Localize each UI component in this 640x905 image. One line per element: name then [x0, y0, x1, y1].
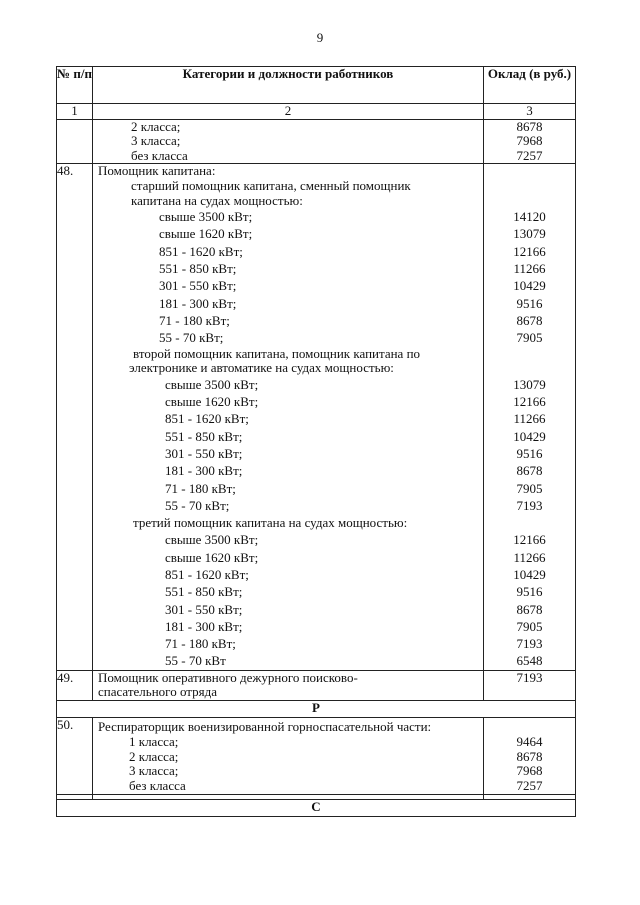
position-subtitle: электронике и автоматике на судах мощностью: — [129, 360, 394, 376]
salary-spacer — [484, 361, 575, 376]
power-line: 55 - 70 кВт; — [165, 497, 230, 513]
salary-table — [56, 66, 576, 817]
power-line: свыше 1620 кВт; — [159, 226, 253, 242]
salary-value: 7257 — [516, 147, 543, 163]
salary-value: 11266 — [513, 261, 546, 277]
section-letter: Р — [57, 700, 576, 717]
class-line: 2 класса; — [129, 748, 179, 764]
salary-value: 13079 — [513, 226, 546, 242]
salary-value: 10429 — [513, 278, 546, 294]
header-position: Категории и должности работников — [93, 67, 484, 104]
salary-value: 7905 — [516, 330, 543, 346]
salary-value: 9464 — [516, 734, 543, 750]
salary-value: 11266 — [513, 411, 546, 427]
power-line: 181 - 300 кВт; — [165, 463, 243, 479]
header-number: № п/п — [57, 67, 93, 104]
row-number — [57, 119, 93, 164]
table-row-continued — [57, 119, 576, 164]
salary-value: 7193 — [516, 636, 543, 652]
power-line: 851 - 1620 кВт; — [165, 566, 249, 582]
salary-spacer — [484, 164, 575, 179]
section-letter-row — [57, 700, 576, 717]
row-number: 48. — [57, 164, 93, 670]
position-title: Респираторщик военизированной горноспасательной части: — [98, 718, 432, 734]
salary-spacer — [484, 179, 575, 194]
power-line: 551 - 850 кВт; — [165, 584, 243, 600]
salary-value: 7257 — [516, 778, 543, 794]
salary-value: 8678 — [516, 118, 543, 134]
class-line: без класса — [131, 147, 188, 163]
salary-value: 12166 — [513, 532, 546, 548]
salary-value: 9516 — [516, 445, 543, 461]
power-line: 181 - 300 кВт; — [159, 295, 237, 311]
section-letter: С — [57, 799, 576, 816]
row-number: 50. — [57, 717, 93, 794]
power-line: 55 - 70 кВт — [165, 653, 226, 669]
salary-spacer — [484, 718, 575, 735]
salary-value: 13079 — [513, 376, 546, 392]
salary-value: 11266 — [513, 549, 546, 565]
power-line: свыше 1620 кВт; — [165, 394, 259, 410]
salary-value: 8678 — [516, 312, 543, 328]
salary-value: 7193 — [516, 497, 543, 513]
power-line: 301 - 550 кВт; — [165, 601, 243, 617]
table-header-row — [57, 67, 576, 104]
salary-spacer — [484, 514, 575, 531]
position-title: Помощник капитана: — [98, 163, 216, 179]
salary-value: 12166 — [513, 394, 546, 410]
salary-cell — [484, 670, 576, 700]
power-line: 551 - 850 кВт; — [159, 261, 237, 277]
position-subtitle: старший помощник капитана, сменный помощник — [131, 177, 411, 193]
row-number: 49. — [57, 670, 93, 700]
salary-spacer — [484, 347, 575, 362]
position-subtitle: капитана на судах мощностью: — [131, 192, 303, 208]
power-line: свыше 3500 кВт; — [165, 376, 259, 392]
power-line: свыше 3500 кВт; — [165, 532, 259, 548]
salary-value: 9516 — [516, 295, 543, 311]
power-line: 851 - 1620 кВт; — [159, 243, 243, 259]
power-line: 301 - 550 кВт; — [159, 278, 237, 294]
position-cell — [93, 164, 484, 670]
salary-value: 7968 — [516, 763, 543, 779]
salary-value: 12166 — [513, 243, 546, 259]
column-number-2: 2 — [93, 104, 484, 120]
power-line: свыше 1620 кВт; — [165, 549, 259, 565]
salary-cell — [484, 164, 576, 670]
class-line: 3 класса; — [131, 133, 181, 149]
column-number-1: 1 — [57, 104, 93, 120]
power-line: 181 - 300 кВт; — [165, 618, 243, 634]
page-number: 9 — [316, 30, 324, 45]
class-line: 1 класса; — [129, 734, 179, 750]
power-line: 551 - 850 кВт; — [165, 428, 243, 444]
power-line: 301 - 550 кВт; — [165, 445, 243, 461]
salary-value: 10429 — [513, 428, 546, 444]
position-cell — [93, 717, 484, 794]
column-number-3: 3 — [484, 104, 576, 120]
header-salary: Оклад (в руб.) — [484, 67, 576, 104]
table-row-48 — [57, 164, 576, 670]
salary-value: 8678 — [516, 748, 543, 764]
position-subtitle: второй помощник капитана, помощник капитана по — [133, 345, 421, 361]
class-line: без класса — [129, 778, 186, 794]
salary-value: 8678 — [516, 463, 543, 479]
salary-value: 7905 — [516, 618, 543, 634]
salary-value: 7193 — [516, 669, 543, 685]
class-line: 3 класса; — [129, 763, 179, 779]
salary-value: 10429 — [513, 566, 546, 582]
class-line: 2 класса; — [131, 118, 181, 134]
salary-cell — [484, 119, 576, 164]
salary-value: 8678 — [516, 601, 543, 617]
power-line: 71 - 180 кВт; — [165, 636, 236, 652]
position-subtitle: третий помощник капитана на судах мощностью: — [133, 515, 408, 531]
section-letter-row — [57, 799, 576, 816]
power-line: 71 - 180 кВт; — [159, 312, 230, 328]
salary-value: 9516 — [516, 584, 543, 600]
salary-value: 7968 — [516, 133, 543, 149]
power-line: 851 - 1620 кВт; — [165, 411, 249, 427]
salary-spacer — [484, 194, 575, 209]
position-title: спасательного отряда — [98, 684, 217, 700]
table-row-49 — [57, 670, 576, 700]
position-title: Помощник оперативного дежурного поисково- — [98, 669, 358, 685]
position-cell — [93, 119, 484, 164]
power-line: свыше 3500 кВт; — [159, 209, 253, 225]
salary-cell — [484, 717, 576, 794]
salary-value: 7905 — [516, 480, 543, 496]
salary-value: 6548 — [516, 653, 543, 669]
salary-value: 14120 — [513, 209, 546, 225]
column-number-row — [57, 104, 576, 120]
position-cell — [93, 670, 484, 700]
power-line: 55 - 70 кВт; — [159, 330, 224, 346]
table-row-50 — [57, 717, 576, 794]
power-line: 71 - 180 кВт; — [165, 480, 236, 496]
